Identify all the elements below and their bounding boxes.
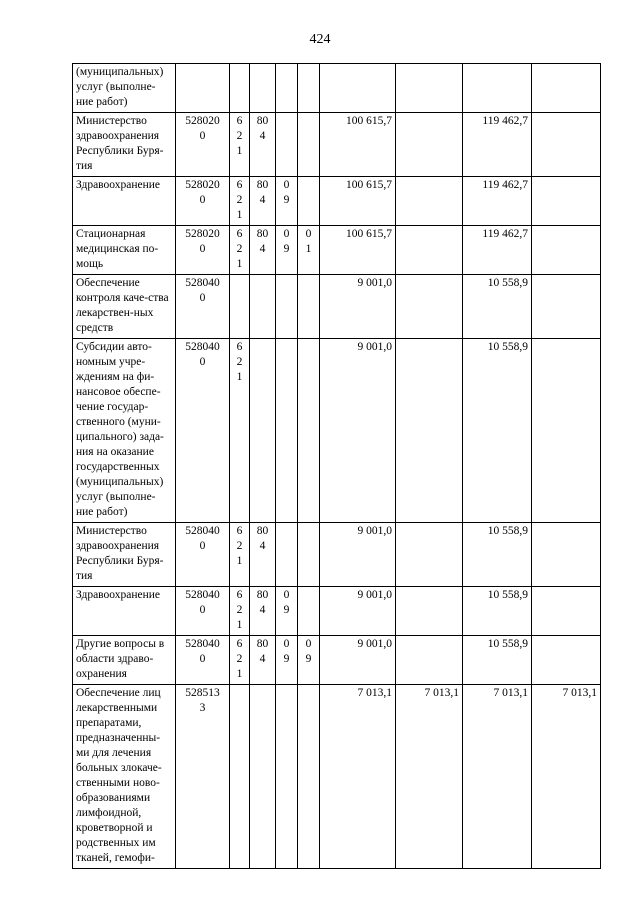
item-name-cell: Стационарная медицинская по-мощь bbox=[73, 226, 176, 275]
amount-1-cell: 100 615,7 bbox=[320, 226, 396, 275]
table-row bbox=[73, 64, 601, 113]
grbs-code-cell bbox=[230, 64, 250, 113]
table-row bbox=[73, 113, 601, 177]
target-article-code-cell bbox=[176, 339, 230, 523]
grbs-code-cell bbox=[230, 226, 250, 275]
grbs-code-cell bbox=[230, 113, 250, 177]
amount-2-cell bbox=[396, 523, 463, 587]
amount-1-cell: 9 001,0 bbox=[320, 523, 396, 587]
amount-1-cell: 9 001,0 bbox=[320, 339, 396, 523]
section-code-value: 80 4 bbox=[256, 589, 269, 616]
section-code-value: 80 4 bbox=[256, 638, 269, 665]
target-article-code-value: 528040 0 bbox=[185, 638, 220, 665]
amount-4-cell bbox=[532, 339, 601, 523]
item-name-cell: Министерство здравоохранения Республики Буря-тия bbox=[73, 113, 176, 177]
item-name-cell: Обеспечение контроля каче-ства лекарствен-ных средств bbox=[73, 275, 176, 339]
subitem-code-cell bbox=[298, 685, 320, 869]
grbs-code-cell bbox=[230, 685, 250, 869]
subsection-code-cell bbox=[276, 64, 298, 113]
amount-2-cell bbox=[396, 275, 463, 339]
subsection-code-cell bbox=[276, 587, 298, 636]
grbs-code-cell bbox=[230, 339, 250, 523]
subsection-code-value: 0 9 bbox=[283, 638, 290, 665]
amount-4-cell bbox=[532, 636, 601, 685]
subsection-code-value: 0 9 bbox=[283, 228, 290, 255]
amount-4-cell: 7 013,1 bbox=[532, 685, 601, 869]
subitem-code-cell bbox=[298, 339, 320, 523]
table-body bbox=[73, 64, 601, 869]
section-code-cell bbox=[250, 523, 276, 587]
table-row bbox=[73, 636, 601, 685]
amount-2-cell bbox=[396, 177, 463, 226]
subsection-code-value: 0 9 bbox=[283, 589, 290, 616]
target-article-code-value: 528513 3 bbox=[185, 687, 220, 714]
amount-1-cell bbox=[320, 64, 396, 113]
amount-3-cell: 119 462,7 bbox=[463, 177, 532, 226]
grbs-code-cell bbox=[230, 275, 250, 339]
target-article-code-cell bbox=[176, 64, 230, 113]
table-row bbox=[73, 226, 601, 275]
budget-table bbox=[72, 63, 601, 869]
item-name-cell: Здравоохранение bbox=[73, 177, 176, 226]
section-code-value: 80 4 bbox=[256, 115, 269, 142]
section-code-cell bbox=[250, 113, 276, 177]
section-code-cell bbox=[250, 636, 276, 685]
amount-2-cell bbox=[396, 113, 463, 177]
amount-2-cell bbox=[396, 339, 463, 523]
grbs-code-cell bbox=[230, 523, 250, 587]
subsection-code-value: 0 9 bbox=[283, 179, 290, 206]
section-code-cell bbox=[250, 177, 276, 226]
target-article-code-cell bbox=[176, 113, 230, 177]
amount-3-cell: 10 558,9 bbox=[463, 636, 532, 685]
item-name-cell: (муниципальных) услуг (выполне-ние работ) bbox=[73, 64, 176, 113]
target-article-code-value: 528020 0 bbox=[185, 228, 220, 255]
target-article-code-value: 528040 0 bbox=[185, 341, 220, 368]
target-article-code-cell bbox=[176, 636, 230, 685]
target-article-code-cell bbox=[176, 587, 230, 636]
amount-2-cell: 7 013,1 bbox=[396, 685, 463, 869]
amount-4-cell bbox=[532, 177, 601, 226]
subsection-code-cell bbox=[276, 113, 298, 177]
subsection-code-cell bbox=[276, 636, 298, 685]
subsection-code-cell bbox=[276, 523, 298, 587]
amount-1-cell: 9 001,0 bbox=[320, 636, 396, 685]
subitem-code-cell bbox=[298, 587, 320, 636]
target-article-code-value: 528040 0 bbox=[185, 525, 220, 552]
amount-2-cell bbox=[396, 226, 463, 275]
grbs-code-value: 6 2 1 bbox=[236, 589, 243, 631]
amount-1-cell: 100 615,7 bbox=[320, 113, 396, 177]
section-code-value: 80 4 bbox=[256, 228, 269, 255]
amount-2-cell bbox=[396, 587, 463, 636]
subitem-code-cell bbox=[298, 113, 320, 177]
section-code-cell bbox=[250, 339, 276, 523]
table-row bbox=[73, 587, 601, 636]
amount-3-cell: 7 013,1 bbox=[463, 685, 532, 869]
subsection-code-cell bbox=[276, 226, 298, 275]
grbs-code-value: 6 2 1 bbox=[236, 525, 243, 567]
amount-1-cell: 9 001,0 bbox=[320, 275, 396, 339]
grbs-code-value: 6 2 1 bbox=[236, 228, 243, 270]
section-code-cell bbox=[250, 275, 276, 339]
item-name-cell: Другие вопросы в области здраво-охранения bbox=[73, 636, 176, 685]
table-row bbox=[73, 523, 601, 587]
amount-4-cell bbox=[532, 64, 601, 113]
section-code-cell bbox=[250, 226, 276, 275]
amount-2-cell bbox=[396, 636, 463, 685]
amount-4-cell bbox=[532, 587, 601, 636]
amount-1-cell: 7 013,1 bbox=[320, 685, 396, 869]
subitem-code-value: 0 9 bbox=[305, 638, 312, 665]
amount-3-cell: 119 462,7 bbox=[463, 113, 532, 177]
target-article-code-value: 528040 0 bbox=[185, 277, 220, 304]
subitem-code-cell bbox=[298, 275, 320, 339]
amount-3-cell: 10 558,9 bbox=[463, 523, 532, 587]
amount-4-cell bbox=[532, 523, 601, 587]
amount-4-cell bbox=[532, 226, 601, 275]
page-number: 424 bbox=[309, 32, 331, 47]
amount-2-cell bbox=[396, 64, 463, 113]
grbs-code-value: 6 2 1 bbox=[236, 638, 243, 680]
amount-3-cell: 10 558,9 bbox=[463, 339, 532, 523]
table-row bbox=[73, 685, 601, 869]
section-code-value: 80 4 bbox=[256, 179, 269, 206]
amount-3-cell: 119 462,7 bbox=[463, 226, 532, 275]
item-name-cell: Здравоохранение bbox=[73, 587, 176, 636]
subitem-code-value: 0 1 bbox=[305, 228, 312, 255]
item-name-cell: Субсидии авто-номным учре-ждениям на фи-нансовое обеспе-чение государ-ственного (муни-ципального) зада-ния на оказание государственных (муниципальных) услуг (выполне-ние работ) bbox=[73, 339, 176, 523]
target-article-code-value: 528020 0 bbox=[185, 179, 220, 206]
grbs-code-value: 6 2 1 bbox=[236, 179, 243, 221]
section-code-cell bbox=[250, 587, 276, 636]
grbs-code-value: 6 2 1 bbox=[236, 341, 243, 383]
target-article-code-value: 528020 0 bbox=[185, 115, 220, 142]
amount-3-cell: 10 558,9 bbox=[463, 275, 532, 339]
grbs-code-cell bbox=[230, 587, 250, 636]
subitem-code-cell bbox=[298, 523, 320, 587]
target-article-code-value: 528040 0 bbox=[185, 589, 220, 616]
section-code-cell bbox=[250, 64, 276, 113]
target-article-code-cell bbox=[176, 177, 230, 226]
section-code-cell bbox=[250, 685, 276, 869]
grbs-code-cell bbox=[230, 177, 250, 226]
subitem-code-cell bbox=[298, 636, 320, 685]
table-row bbox=[73, 275, 601, 339]
item-name-cell: Обеспечение лиц лекарственными препаратами, предназначенны-ми для лечения больных злокаче-ственными ново-образованиями лимфоидной, кроветворной и родственных им тканей, гемофи- bbox=[73, 685, 176, 869]
target-article-code-cell bbox=[176, 523, 230, 587]
subsection-code-cell bbox=[276, 275, 298, 339]
target-article-code-cell bbox=[176, 226, 230, 275]
table-row bbox=[73, 177, 601, 226]
subsection-code-cell bbox=[276, 685, 298, 869]
amount-1-cell: 100 615,7 bbox=[320, 177, 396, 226]
grbs-code-value: 6 2 1 bbox=[236, 115, 243, 157]
table-row bbox=[73, 339, 601, 523]
target-article-code-cell bbox=[176, 275, 230, 339]
subitem-code-cell bbox=[298, 226, 320, 275]
subitem-code-cell bbox=[298, 64, 320, 113]
amount-1-cell: 9 001,0 bbox=[320, 587, 396, 636]
grbs-code-cell bbox=[230, 636, 250, 685]
item-name-cell: Министерство здравоохранения Республики Буря-тия bbox=[73, 523, 176, 587]
amount-4-cell bbox=[532, 113, 601, 177]
amount-4-cell bbox=[532, 275, 601, 339]
section-code-value: 80 4 bbox=[256, 525, 269, 552]
amount-3-cell: 10 558,9 bbox=[463, 587, 532, 636]
target-article-code-cell bbox=[176, 685, 230, 869]
subsection-code-cell bbox=[276, 339, 298, 523]
subsection-code-cell bbox=[276, 177, 298, 226]
amount-3-cell bbox=[463, 64, 532, 113]
subitem-code-cell bbox=[298, 177, 320, 226]
